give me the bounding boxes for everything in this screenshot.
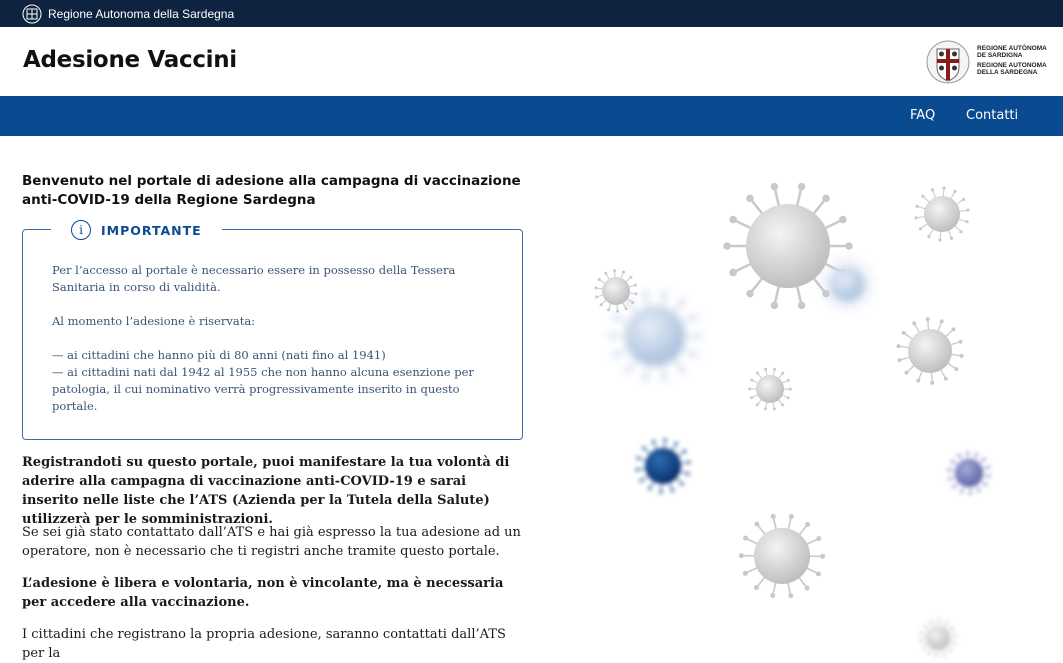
- virus-particle: [915, 186, 970, 241]
- info-icon: i: [71, 220, 91, 240]
- main-content: [22, 172, 522, 210]
- body-paragraph-2: Se sei già stato contattato dall’ATS e hai già espresso la tua adesione ad un operatore, non è necessario che ti registri anche tramite questo portale.: [22, 523, 522, 561]
- virus-particle: [947, 451, 990, 495]
- site-header: [0, 27, 1063, 96]
- important-notice-box: [22, 229, 523, 440]
- body-paragraph-4: I cittadini che registrano la propria adesione, saranno contattati dall’ATS per la: [22, 625, 522, 663]
- logo-text-sardinian: REGIONE AUTÒNOMA DE SARDIGNA: [977, 45, 1047, 59]
- nav-faq[interactable]: FAQ: [910, 108, 935, 123]
- virus-particle: [919, 619, 956, 657]
- welcome-heading: Benvenuto nel portale di adesione alla campagna di vaccinazione anti-COVID-19 della Regione Sardegna: [22, 172, 522, 210]
- important-body: [52, 262, 502, 415]
- sardinia-coat-of-arms-icon: [925, 39, 971, 85]
- virus-particle: [896, 317, 963, 385]
- top-bar: [0, 0, 1063, 27]
- notice-paragraph-2: Al momento l’adesione è riservata:: [52, 313, 502, 330]
- nav-contatti[interactable]: Contatti: [966, 108, 1018, 123]
- region-logo[interactable]: [925, 39, 1047, 85]
- body-paragraph-1: Registrandoti su questo portale, puoi manifestare la tua volontà di aderire alla campagna di vaccinazione anti-COVID-19 e sarai inserito nelle liste che l’ATS (Azienda per la Tutela della Salute) utilizzerà per le somministrazioni.: [22, 453, 522, 529]
- virus-particle: [609, 291, 701, 381]
- body-paragraph-3: L’adesione è libera e volontaria, non è vincolante, ma è necessaria per accedere alla vaccinazione.: [22, 574, 522, 612]
- important-heading: IMPORTANTE: [101, 223, 202, 238]
- virus-particle: [636, 438, 691, 493]
- virus-particle: [739, 514, 825, 598]
- main-nav: [0, 96, 1063, 136]
- virus-illustration: [560, 136, 1063, 642]
- notice-item-1: — ai cittadini che hanno più di 80 anni (nati fino al 1941): [52, 347, 502, 364]
- virus-particle: [748, 368, 792, 411]
- logo-text-italian: REGIONE AUTONOMA DELLA SARDEGNA: [977, 62, 1047, 76]
- region-link[interactable]: Regione Autonoma della Sardegna: [48, 7, 234, 21]
- page-title: Adesione Vaccini: [23, 47, 237, 73]
- notice-paragraph-1: Per l’accesso al portale è necessario essere in possesso della Tessera Sanitaria in corso di validità.: [52, 262, 502, 296]
- virus-particle: [820, 256, 875, 311]
- notice-item-2: — ai cittadini nati dal 1942 al 1955 che non hanno alcuna esenzione per patologia, il cui nominativo verrà progressivamente inserito in questo portale.: [52, 364, 502, 415]
- sardinia-crest-icon: [22, 4, 42, 24]
- important-legend: [51, 220, 222, 240]
